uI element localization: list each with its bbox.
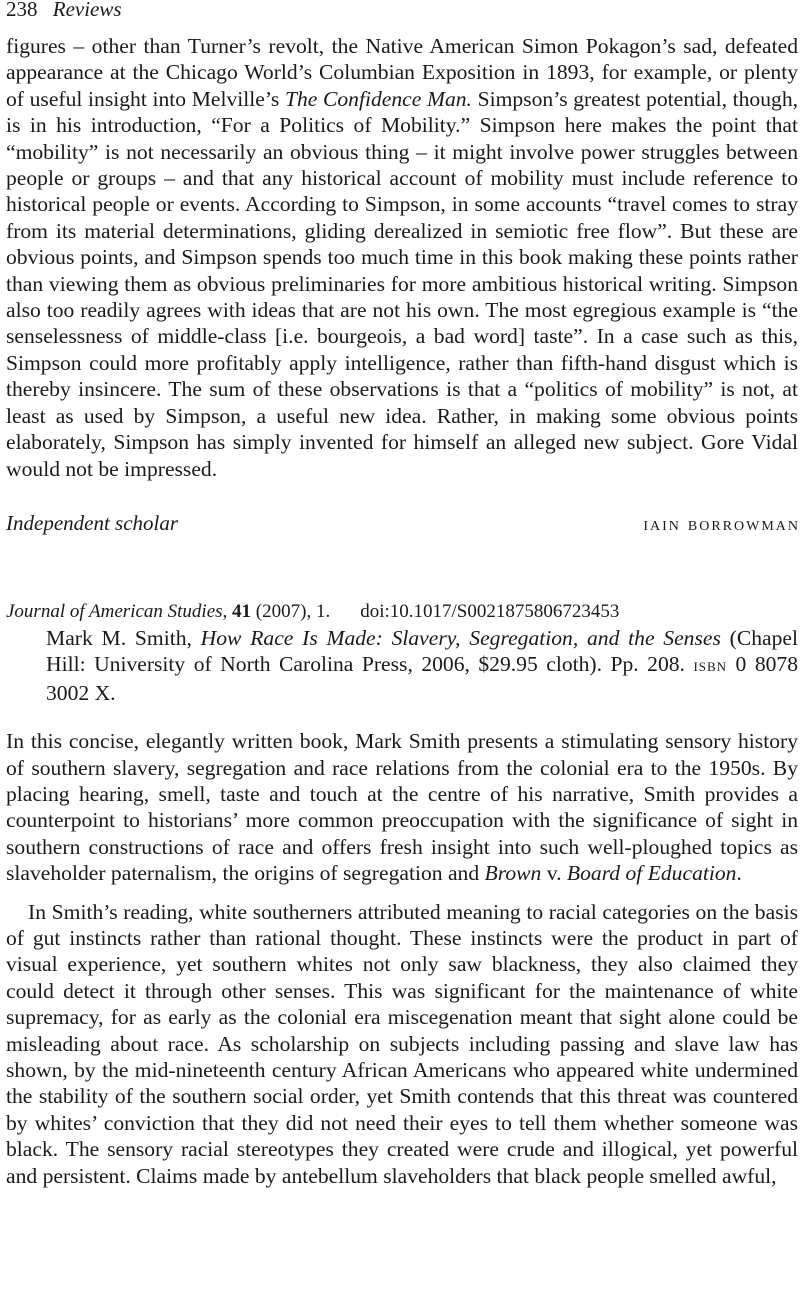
journal-name: Journal of American Studies: [6, 600, 223, 622]
page-number: 238: [6, 0, 38, 21]
review1-paragraph: [6, 33, 798, 482]
review2-p1-end: .: [736, 861, 742, 886]
journal-volume: 41: [232, 600, 252, 622]
review1-book-title: The Confidence Man.: [284, 86, 472, 111]
journal-citation: [6, 599, 798, 625]
book-entry: [6, 625, 798, 706]
section-title: Reviews: [52, 0, 122, 21]
case-versus: v.: [541, 861, 567, 886]
case-name-brown: Brown: [484, 861, 542, 886]
journal-issue-info: (2007), 1.: [251, 600, 331, 622]
page: [6, 0, 798, 1189]
isbn-label: isbn: [693, 655, 728, 677]
citation-separator: ,: [222, 600, 233, 622]
book-publication: (Chapel Hill: University of North Carolina Press, 2006, $29.95 cloth). Pp. 208.: [46, 625, 798, 677]
review2-p1-text: In this concise, elegantly written book, Mark Smith presents a stimulating sensory history of southern slavery, segregation and race relations from the colonial era to the 1950s. By placing hearing, smell, taste and touch at the centre of his narrative, Smith provides a counterpoint to historians’ more common preoccupation with the significance of sight in southern constructions of race and offers fresh insight into such well-ploughed topics as slaveholder paternalism, the origins of segregation and: [6, 729, 798, 886]
book-title: How Race Is Made: Slavery, Segregation, and the Senses: [200, 625, 721, 650]
reviewer-name: iain borrowman: [643, 512, 800, 535]
case-name-board: Board of Education: [566, 861, 737, 886]
review1-signature: [6, 510, 798, 537]
reviewer-affiliation: Independent scholar: [6, 510, 179, 535]
book-author: Mark M. Smith,: [46, 625, 201, 650]
review2-paragraph-2: In Smith’s reading, white southerners attributed meaning to racial categories on the basis of gut instincts rather than rational thought. These instincts were the product in part of visual experience, yet southern whites not only saw blackness, they also claimed they could detect it through other senses. This was significant for the maintenance of white supremacy, for as early as the colonial era miscegenation meant that sight alone could be misleading about race. As scholarship on subjects including passing and slave law has shown, by the mid-nineteenth century African Americans who appeared white undermined the stability of the southern social order, yet Smith contends that this threat was countered by whites’ conviction that they did not need their eyes to tell them whether someone was black. The sensory racial stereotypes they created were crude and illogical, yet powerful and persistent. Claims made by antebellum slaveholders that black people smelled awful,: [6, 899, 798, 1188]
doi: doi:10.1017/S0021875806723453: [360, 600, 620, 622]
review2-paragraph-1: [6, 728, 798, 886]
review1-text-rest: Simpson’s greatest potential, though, is in his introduction, “For a Politics of Mobility.” Simpson here makes the point that “mobility” is not necessarily an obvious thing – it might involve power struggles between people or groups – and that any historical account of mobility must include reference to historical people or events. According to Simpson, in some accounts “travel comes to stray from its material determinations, gliding derealized in semiotic free flow”. But these are obvious points, and Simpson spends too much time in this book making these points rather than viewing them as obvious preliminaries for more ambitious historical writing. Simpson also too readily agrees with ideas that are not his own. The most egregious example is “the senselessness of middle-class [i.e. bourgeois, a bad word] taste”. In a case such as this, Simpson could more profitably apply intelligence, rather than fifth-hand disgust which is thereby insincere. The sum of these observations is that a “politics of mobility” is not, at least as used by Simpson, a useful new idea. Rather, in making some obvious points elaborately, Simpson has simply invented for himself an alleged new subject. Gore Vidal would not be impressed.: [6, 86, 799, 481]
review2-body: [6, 728, 798, 1189]
running-head: [6, 0, 798, 21]
review1-text-start: figures – other than Turner’s revolt, the Native American Simon Pokagon’s sad, defeated appearance at the Chicago World’s Columbian Exposition in 1893, for example, or plenty of useful insight into Melville’s: [6, 34, 798, 111]
book-isbn: 0 8078 3002 X.: [46, 652, 798, 705]
